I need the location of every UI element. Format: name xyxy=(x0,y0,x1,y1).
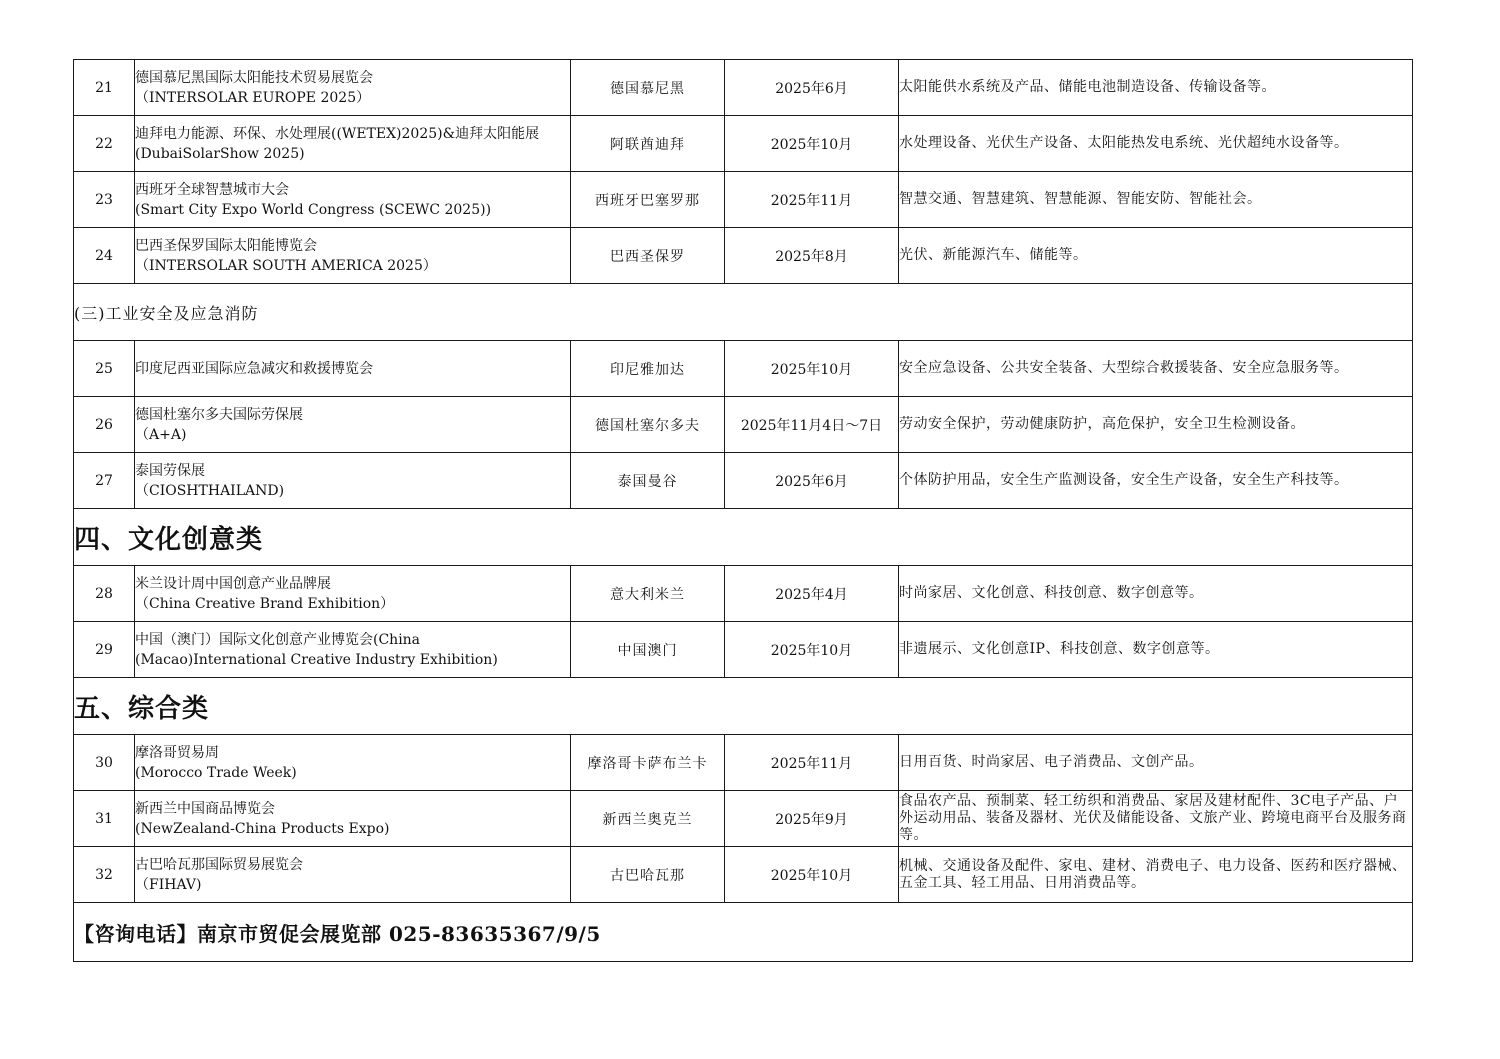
exhibition-products-text: 安全应急设备、公共安全装备、大型综合救援装备、安全应急服务等。 xyxy=(899,360,1349,376)
exhibition-name xyxy=(135,791,571,847)
exhibition-name xyxy=(135,453,571,509)
exhibition-name xyxy=(135,116,571,172)
exhibition-name-line: （INTERSOLAR SOUTH AMERICA 2025） xyxy=(135,257,437,274)
exhibition-name-line: 泰国劳保展 xyxy=(135,462,205,479)
exhibition-location: 摩洛哥卡萨布兰卡 xyxy=(571,735,725,791)
exhibition-name-line: 摩洛哥贸易周 xyxy=(135,744,219,761)
exhibition-date: 2025年8月 xyxy=(725,228,899,284)
exhibition-location: 德国杜塞尔多夫 xyxy=(571,397,725,453)
exhibition-row xyxy=(74,172,1413,228)
exhibition-row xyxy=(74,847,1413,903)
exhibition-location: 印尼雅加达 xyxy=(571,341,725,397)
exhibition-row xyxy=(74,116,1413,172)
exhibition-name xyxy=(135,566,571,622)
exhibition-name-line: 新西兰中国商品博览会 xyxy=(135,800,275,817)
exhibition-products xyxy=(899,453,1413,509)
exhibition-row xyxy=(74,60,1413,116)
section-heading-row xyxy=(74,678,1413,735)
row-number: 26 xyxy=(74,397,135,453)
exhibition-location: 新西兰奥克兰 xyxy=(571,791,725,847)
exhibition-date: 2025年11月4日～7日 xyxy=(725,397,899,453)
exhibition-name-line: （INTERSOLAR EUROPE 2025） xyxy=(135,89,371,106)
exhibition-name-line: (NewZealand-China Products Expo) xyxy=(135,820,390,837)
contact-footer: 【咨询电话】南京市贸促会展览部 025-83635367/9/5 xyxy=(74,903,1413,962)
exhibition-products-text: 光伏、新能源汽车、储能等。 xyxy=(899,247,1088,263)
exhibition-table xyxy=(73,59,1413,962)
row-number: 24 xyxy=(74,228,135,284)
exhibition-name-line: (DubaiSolarShow 2025) xyxy=(135,145,305,162)
exhibition-products xyxy=(899,116,1413,172)
exhibition-date: 2025年4月 xyxy=(725,566,899,622)
exhibition-name-line: (Macao)International Creative Industry Exhibition) xyxy=(135,651,498,668)
section-heading: 五、综合类 xyxy=(74,678,1413,735)
row-number: 30 xyxy=(74,735,135,791)
exhibition-name xyxy=(135,172,571,228)
exhibition-row xyxy=(74,622,1413,678)
exhibition-name xyxy=(135,60,571,116)
exhibition-date: 2025年11月 xyxy=(725,172,899,228)
row-number: 32 xyxy=(74,847,135,903)
exhibition-row xyxy=(74,397,1413,453)
exhibition-products-text: 时尚家居、文化创意、科技创意、数字创意等。 xyxy=(899,585,1204,601)
exhibition-row xyxy=(74,791,1413,847)
exhibition-name xyxy=(135,622,571,678)
exhibition-products-text: 劳动安全保护，劳动健康防护，高危保护，安全卫生检测设备。 xyxy=(899,416,1305,432)
exhibition-products xyxy=(899,228,1413,284)
row-number: 22 xyxy=(74,116,135,172)
exhibition-name-line: 西班牙全球智慧城市大会 xyxy=(135,181,289,198)
contact-footer-row xyxy=(74,903,1413,962)
exhibition-name-line: （FIHAV) xyxy=(135,876,202,893)
exhibition-row xyxy=(74,453,1413,509)
row-number: 27 xyxy=(74,453,135,509)
exhibition-products xyxy=(899,622,1413,678)
exhibition-products-text: 个体防护用品，安全生产监测设备，安全生产设备，安全生产科技等。 xyxy=(899,472,1349,488)
subcategory-heading: (三)工业安全及应急消防 xyxy=(74,284,1413,341)
exhibition-name xyxy=(135,228,571,284)
exhibition-name-line: 巴西圣保罗国际太阳能博览会 xyxy=(135,237,317,254)
row-number: 28 xyxy=(74,566,135,622)
exhibition-date: 2025年6月 xyxy=(725,453,899,509)
exhibition-name-line: （China Creative Brand Exhibition） xyxy=(135,595,395,612)
row-number: 25 xyxy=(74,341,135,397)
exhibition-products-text: 智慧交通、智慧建筑、智慧能源、智能安防、智能社会。 xyxy=(899,191,1262,207)
exhibition-location: 巴西圣保罗 xyxy=(571,228,725,284)
exhibition-row xyxy=(74,341,1413,397)
exhibition-location: 德国慕尼黑 xyxy=(571,60,725,116)
exhibition-products-text: 非遗展示、文化创意IP、科技创意、数字创意等。 xyxy=(899,641,1220,657)
exhibition-name xyxy=(135,735,571,791)
exhibition-row xyxy=(74,735,1413,791)
exhibition-products xyxy=(899,847,1413,903)
exhibition-products xyxy=(899,341,1413,397)
exhibition-row xyxy=(74,566,1413,622)
exhibition-date: 2025年10月 xyxy=(725,622,899,678)
exhibition-products-text: 食品农产品、预制菜、轻工纺织和消费品、家居及建材配件、3C电子产品、户外运动用品、装备及器材、光伏及储能设备、文旅产业、跨境电商平台及服务商等。 xyxy=(899,793,1407,843)
exhibition-location: 古巴哈瓦那 xyxy=(571,847,725,903)
exhibition-name-line: （A+A) xyxy=(135,426,187,443)
exhibition-name-line: (Smart City Expo World Congress (SCEWC 2025)) xyxy=(135,201,492,218)
exhibition-location: 中国澳门 xyxy=(571,622,725,678)
exhibition-name-line: 米兰设计周中国创意产业品牌展 xyxy=(135,575,331,592)
exhibition-name-line: 古巴哈瓦那国际贸易展览会 xyxy=(135,856,303,873)
section-heading: 四、文化创意类 xyxy=(74,509,1413,566)
exhibition-products-text: 日用百货、时尚家居、电子消费品、文创产品。 xyxy=(899,754,1204,770)
exhibition-products-text: 太阳能供水系统及产品、储能电池制造设备、传输设备等。 xyxy=(899,79,1276,95)
exhibition-location: 意大利米兰 xyxy=(571,566,725,622)
exhibition-date: 2025年11月 xyxy=(725,735,899,791)
exhibition-row xyxy=(74,228,1413,284)
exhibition-name-line: 印度尼西亚国际应急减灾和救援博览会 xyxy=(135,360,373,377)
exhibition-name-line: （CIOSHTHAILAND) xyxy=(135,482,285,499)
exhibition-date: 2025年9月 xyxy=(725,791,899,847)
exhibition-table-body xyxy=(74,60,1413,962)
exhibition-name-line: (Morocco Trade Week) xyxy=(135,764,297,781)
exhibition-name-line: 迪拜电力能源、环保、水处理展((WETEX)2025)&迪拜太阳能展 xyxy=(135,125,540,142)
exhibition-products xyxy=(899,566,1413,622)
exhibition-name-line: 德国杜塞尔多夫国际劳保展 xyxy=(135,406,303,423)
exhibition-location: 阿联酋迪拜 xyxy=(571,116,725,172)
exhibition-products xyxy=(899,60,1413,116)
exhibition-location: 西班牙巴塞罗那 xyxy=(571,172,725,228)
section-heading-row xyxy=(74,509,1413,566)
row-number: 23 xyxy=(74,172,135,228)
exhibition-location: 泰国曼谷 xyxy=(571,453,725,509)
exhibition-products-text: 水处理设备、光伏生产设备、太阳能热发电系统、光伏超纯水设备等。 xyxy=(899,135,1349,151)
exhibition-name-line: 德国慕尼黑国际太阳能技术贸易展览会 xyxy=(135,69,373,86)
exhibition-date: 2025年6月 xyxy=(725,60,899,116)
row-number: 21 xyxy=(74,60,135,116)
exhibition-name xyxy=(135,341,571,397)
exhibition-name xyxy=(135,847,571,903)
exhibition-products xyxy=(899,397,1413,453)
exhibition-products xyxy=(899,791,1413,847)
row-number: 31 xyxy=(74,791,135,847)
exhibition-products xyxy=(899,735,1413,791)
exhibition-name-line: 中国（澳门）国际文化创意产业博览会(China xyxy=(135,631,421,648)
row-number: 29 xyxy=(74,622,135,678)
exhibition-products xyxy=(899,172,1413,228)
exhibition-name xyxy=(135,397,571,453)
subcategory-heading-row xyxy=(74,284,1413,341)
exhibition-date: 2025年10月 xyxy=(725,116,899,172)
exhibition-products-text: 机械、交通设备及配件、家电、建材、消费电子、电力设备、医药和医疗器械、五金工具、轻工用品、日用消费品等。 xyxy=(899,857,1407,891)
exhibition-date: 2025年10月 xyxy=(725,341,899,397)
exhibition-date: 2025年10月 xyxy=(725,847,899,903)
